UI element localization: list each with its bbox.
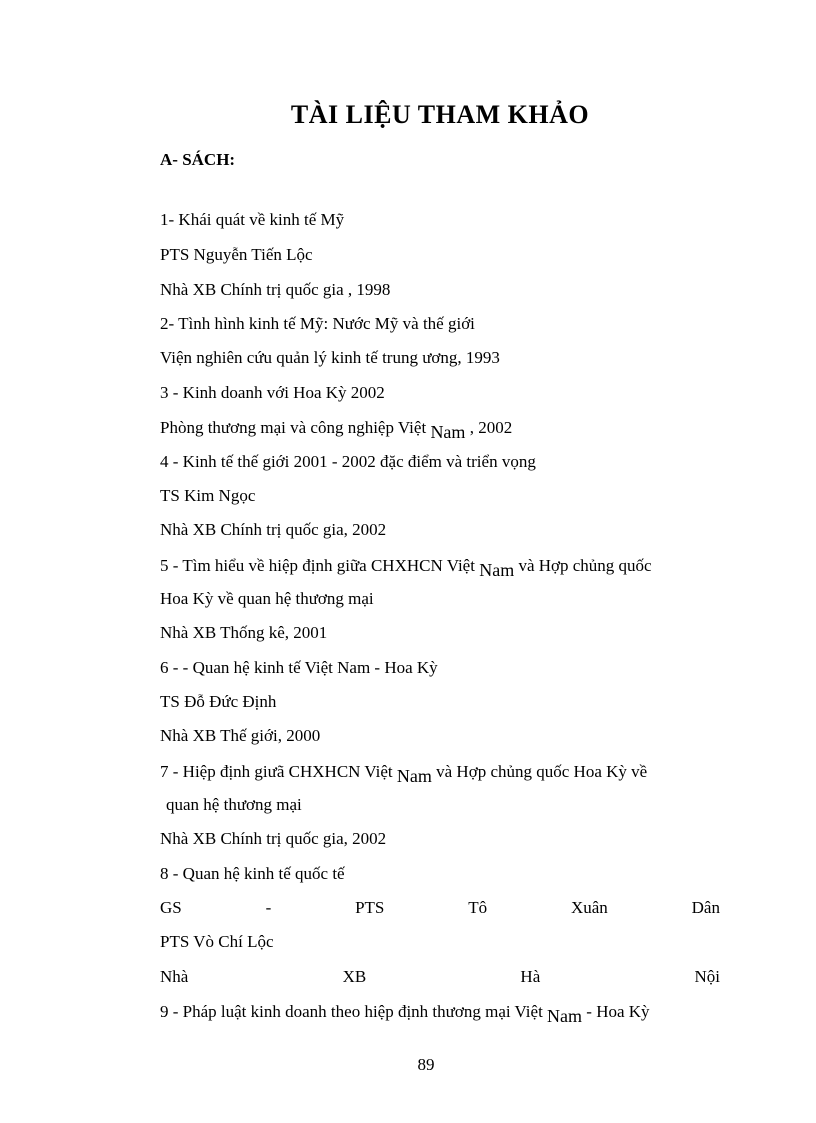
ref-line: Nhà XB Chính trị quốc gia, 2002 [160, 520, 387, 539]
ref-text-lowered: Nam [396, 766, 432, 786]
word: Tô [468, 898, 488, 917]
word: PTS [355, 898, 385, 917]
ref-text: 7 - Hiệp định giưã CHXHCN Việt [160, 762, 393, 781]
ref-text: 9 - Pháp luật kinh doanh theo hiệp định thương mại Việt [160, 1002, 543, 1021]
page-title: TÀI LIỆU THAM KHẢO [290, 100, 590, 129]
ref-line: 4 - Kinh tế thế giới 2001 - 2002 đặc điểm và triển vọng [160, 452, 536, 471]
section-heading: A- SÁCH: [160, 150, 236, 169]
ref-line: 6 - - Quan hệ kinh tế Việt Nam - Hoa Kỳ [160, 658, 438, 677]
ref-line: 8 - Quan hệ kinh tế quốc tế [160, 864, 345, 883]
word: Hà [520, 967, 541, 986]
word: - [265, 898, 272, 917]
ref-line [160, 555, 652, 580]
ref-line: 2- Tình hình kinh tế Mỹ: Nước Mỹ và thế giới [160, 314, 475, 333]
ref-text: , 2002 [469, 418, 513, 437]
ref-text-lowered: Nam [547, 1006, 583, 1026]
ref-line: Nhà XB Chính trị quốc gia, 2002 [160, 829, 387, 848]
ref-text: và Hợp chủng quốc [518, 556, 652, 575]
word: Xuân [570, 898, 608, 917]
ref-line: TS Đỗ Đức Định [160, 692, 277, 711]
ref-line: 1- Khái quát về kinh tế Mỹ [160, 210, 345, 229]
ref-text: - Hoa Kỳ [586, 1002, 650, 1021]
ref-line: PTS Nguyễn Tiến Lộc [160, 245, 313, 264]
word: Dân [691, 898, 720, 917]
ref-line: Nhà XB Thế giới, 2000 [160, 726, 321, 745]
ref-line: TS Kim Ngọc [160, 486, 256, 505]
ref-line [160, 761, 648, 786]
ref-text: Phòng thương mại và công nghiệp Việt [160, 418, 427, 437]
word: Nội [694, 967, 720, 986]
ref-text: 5 - Tìm hiểu về hiệp định giữa CHXHCN Việt [160, 556, 475, 575]
ref-line: Viện nghiên cứu quản lý kinh tế trung ương, 1993 [160, 348, 500, 367]
word: GS [160, 898, 182, 917]
ref-line: Hoa Kỳ về quan hệ thương mại [160, 589, 374, 608]
ref-line: 3 - Kinh doanh với Hoa Kỳ 2002 [160, 383, 385, 402]
ref-line: Nhà XB Thống kê, 2001 [160, 623, 328, 642]
page-number: 89 [417, 1055, 435, 1074]
ref-line-justified [160, 967, 720, 987]
ref-text-lowered: Nam [430, 422, 466, 442]
ref-line: quan hệ thương mại [166, 795, 302, 814]
ref-line: Nhà XB Chính trị quốc gia , 1998 [160, 280, 391, 299]
ref-line [160, 1001, 650, 1026]
ref-line: PTS Vò Chí Lộc [160, 932, 274, 951]
ref-text: và Hợp chủng quốc Hoa Kỳ về [436, 762, 648, 781]
ref-text-lowered: Nam [479, 560, 515, 580]
word: XB [342, 967, 367, 986]
ref-line-justified [160, 898, 720, 918]
ref-line [160, 417, 513, 442]
word: Nhà [160, 967, 189, 986]
